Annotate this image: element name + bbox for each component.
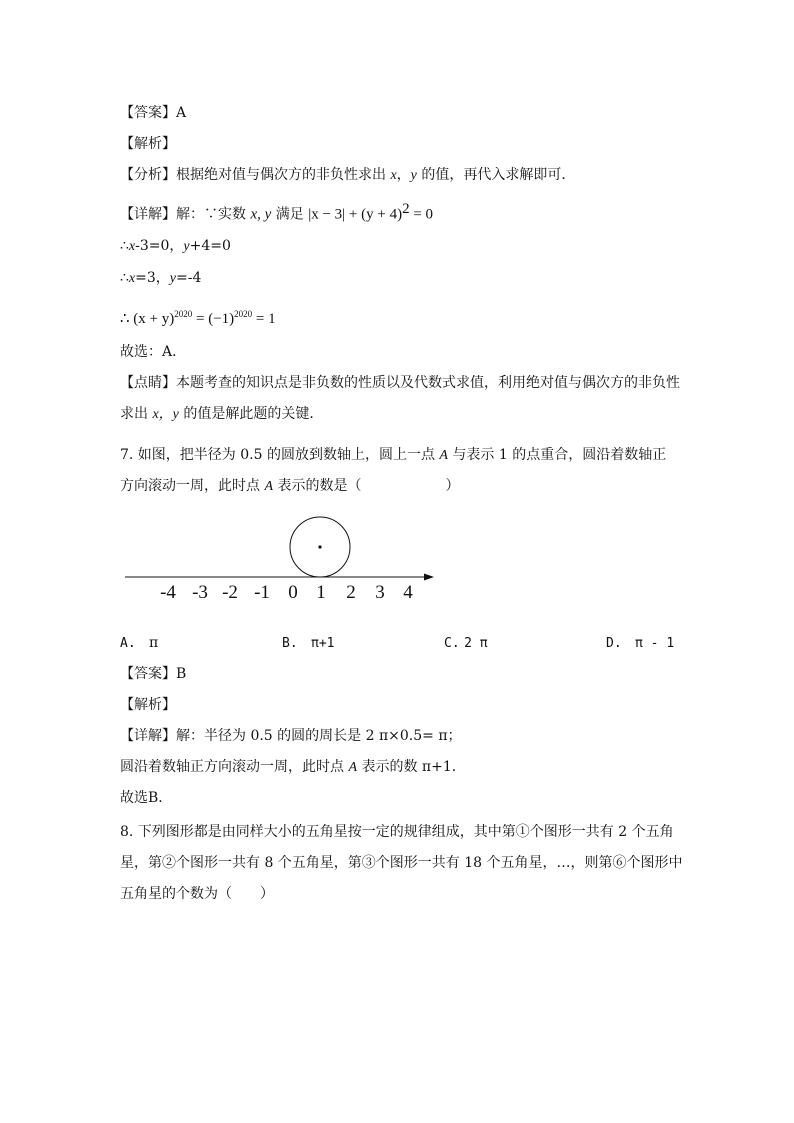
tick-label: -1 (254, 582, 270, 603)
detail-line (120, 199, 433, 225)
tick-labels (160, 582, 413, 603)
point-label: A (264, 479, 274, 494)
detail-text: 表示的数 π+1． (357, 759, 466, 775)
answer-value: B (176, 666, 187, 682)
dianjing-text: 本题考查的知识点是非负数的性质以及代数式求值，利用绝对值与偶次方的非负性 (176, 375, 680, 391)
tick-label: 0 (288, 582, 298, 603)
result: = 1 (252, 311, 276, 327)
detail-line-2 (120, 757, 466, 778)
tick-label: -3 (192, 582, 208, 603)
question-text: 与表示 1 的点重合，圆沿着数轴正 (447, 447, 667, 463)
step-line-2 (120, 268, 201, 289)
tick-label: 4 (403, 582, 413, 603)
fenxi-text: 根据绝对值与偶次方的非负性求出 (176, 167, 391, 183)
tick-label: 2 (346, 582, 356, 603)
variable-y: y (169, 271, 176, 286)
variables: x，y (152, 407, 179, 422)
detail-text: 圆沿着数轴正方向滚动一周，此时点 (120, 759, 349, 775)
option-value: π - 1 (635, 636, 675, 651)
option-label: D. (606, 636, 622, 651)
dianjing-line-2 (120, 404, 323, 425)
detail-line (120, 726, 462, 746)
question-text: 表示的数是（ ） (273, 478, 460, 494)
therefore-symbol: ∴ (120, 270, 129, 286)
tick-label: 1 (316, 582, 326, 603)
answer-tag: 【答案】 (120, 666, 176, 682)
variable-x: x (128, 271, 136, 286)
therefore-symbol: ∴ (120, 238, 129, 254)
detail-tag: 【详解】 (120, 206, 176, 223)
point-label: A (348, 760, 358, 775)
detail-variables: x, y (250, 206, 272, 223)
comma: ， (396, 167, 411, 183)
question-8-line-1: 8. 下列图形都是由同样大小的五角星按一定的规律组成，其中第①个图形一共有 2 个五角 (120, 824, 674, 840)
detail-tag: 【详解】 (120, 728, 176, 744)
answer-line (120, 664, 186, 684)
answer-value: A (176, 105, 187, 121)
step-line-1 (120, 236, 231, 257)
circle-center (318, 545, 321, 548)
question-text: 7. 如图，把半径为 0.5 的圆放到数轴上，圆上一点 (120, 447, 440, 463)
tick-label: 3 (375, 582, 385, 603)
axis-arrow (424, 574, 434, 581)
option-label: A. (120, 636, 136, 651)
dianjing-tag: 【点睛】 (120, 375, 176, 391)
option-d (606, 633, 674, 654)
number-line-figure (120, 510, 450, 610)
analysis-heading: 【解析】 (120, 697, 176, 713)
option-value: π (149, 635, 159, 651)
detail-text: 解：半径为 0.5 的圆的周长是 2 π×0.5= π； (176, 728, 462, 744)
detail-equation-end: = 0 (409, 206, 434, 223)
dianjing-text: 求出 (120, 406, 153, 422)
step-text: -3=0， (135, 238, 184, 254)
power-expression: ∴ (x + y) (120, 311, 175, 327)
dianjing-line-1 (120, 373, 680, 393)
step-line-3 (120, 304, 276, 329)
detail-equation: |x − 3| + (y + 4) (308, 206, 403, 223)
detail-exponent: 2 (402, 201, 410, 217)
question-8-line-3: 五角星的个数为（ ） (120, 886, 274, 902)
tick-label: -4 (160, 582, 176, 603)
question-7-line-2 (120, 476, 459, 497)
choice-line: 故选B． (120, 790, 173, 806)
option-label: C. (444, 636, 460, 651)
step-text: =3， (135, 270, 170, 286)
question-8-line-2: 星，第②个图形一共有 8 个五角星，第③个图形一共有 18 个五角星，…，则第⑥个图形中 (120, 855, 683, 871)
option-b (282, 633, 335, 654)
exponent: 2020 (234, 309, 253, 319)
option-a (120, 633, 158, 654)
fenxi-tag: 【分析】 (120, 167, 176, 183)
answer-line (120, 103, 186, 123)
question-7-line-1 (120, 445, 666, 466)
dianjing-text: 的值是解此题的关键． (178, 406, 324, 422)
variable-y: y (183, 239, 190, 254)
answer-tag: 【答案】 (120, 105, 176, 121)
option-value: π+1 (311, 636, 335, 651)
question-text: 方向滚动一周，此时点 (120, 478, 265, 494)
variable-x: x (128, 239, 136, 254)
point-label: A (439, 448, 448, 463)
step-text: =-4 (176, 270, 202, 286)
step-text: +4=0 (189, 238, 231, 254)
option-label: B. (282, 636, 298, 651)
fenxi-text-end: 的值，再代入求解即可． (416, 167, 576, 183)
detail-text: 解：∵实数 (176, 206, 251, 223)
option-value: 2 π (464, 636, 488, 651)
fenxi-line (120, 165, 575, 186)
tick-label: -2 (222, 582, 238, 603)
option-c (444, 633, 488, 654)
variable-y: y (410, 168, 417, 183)
detail-text-mid: 满足 (271, 206, 309, 223)
analysis-heading: 【解析】 (120, 136, 176, 152)
power-expression: = (−1) (192, 311, 235, 327)
choice-line: 故选：A． (120, 344, 187, 360)
exponent: 2020 (174, 309, 193, 319)
variable-x: x (390, 168, 397, 183)
